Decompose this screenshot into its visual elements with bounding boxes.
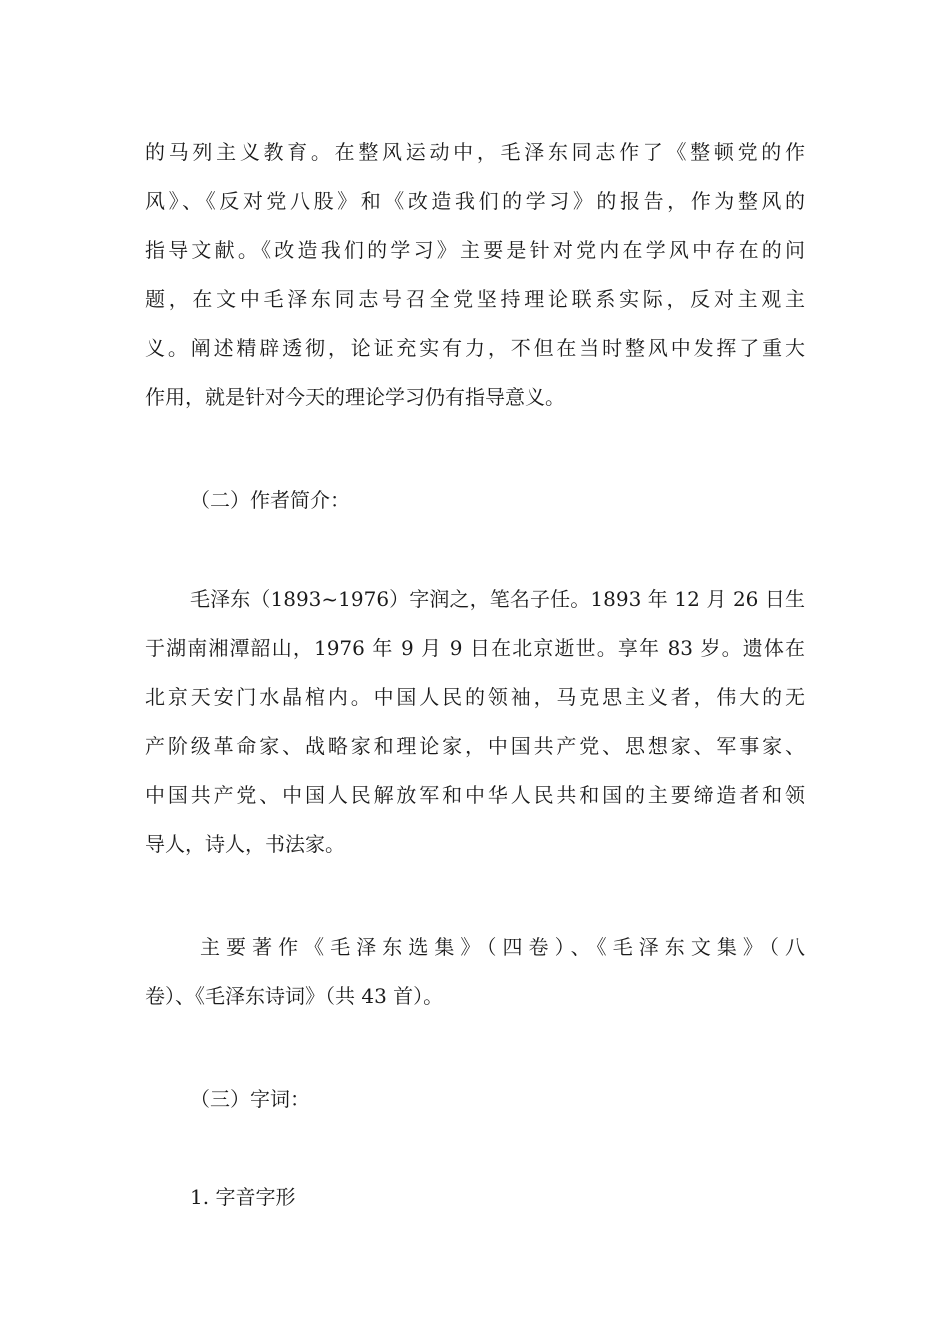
paragraph-3-line-2: 卷）、《毛泽东诗词》（共 43 首）。 <box>145 984 444 1008</box>
paragraph-3-line-1: 主要著作《毛泽东选集》（四卷）、《毛泽东文集》（八 <box>200 935 805 959</box>
subsection-heading-pronunciation: 1. 字音字形 <box>190 1185 296 1209</box>
paragraph-2-line-2: 于湖南湘潭韶山，1976 年 9 月 9 日在北京逝世。享年 83 岁。遗体在 <box>145 636 805 660</box>
section-heading-author-intro: （二）作者简介： <box>190 488 350 512</box>
paragraph-2-line-5: 中国共产党、中国人民解放军和中华人民共和国的主要缔造者和领 <box>145 783 805 807</box>
paragraph-1-line-2: 风》、《反对党八股》和《改造我们的学习》的报告，作为整风的 <box>145 189 805 213</box>
paragraph-2-line-4: 产阶级革命家、战略家和理论家，中国共产党、思想家、军事家、 <box>145 734 805 758</box>
paragraph-2-line-6: 导人，诗人，书法家。 <box>145 832 345 856</box>
paragraph-1-line-5: 义。阐述精辟透彻，论证充实有力，不但在当时整风中发挥了重大 <box>145 336 805 360</box>
paragraph-2-line-1: 毛泽东（1893~1976）字润之，笔名子任。1893 年 12 月 26 日生 <box>190 587 805 611</box>
section-heading-vocabulary: （三）字词： <box>190 1087 310 1111</box>
paragraph-2-line-3: 北京天安门水晶棺内。中国人民的领袖，马克思主义者，伟大的无 <box>145 685 805 709</box>
paragraph-1-line-6: 作用，就是针对今天的理论学习仍有指导意义。 <box>145 385 565 409</box>
paragraph-1-line-4: 题，在文中毛泽东同志号召全党坚持理论联系实际，反对主观主 <box>145 287 805 311</box>
paragraph-1-line-1: 的马列主义教育。在整风运动中，毛泽东同志作了《整顿党的作 <box>145 140 805 164</box>
paragraph-1-line-3: 指导文献。《改造我们的学习》主要是针对党内在学风中存在的问 <box>145 238 805 262</box>
